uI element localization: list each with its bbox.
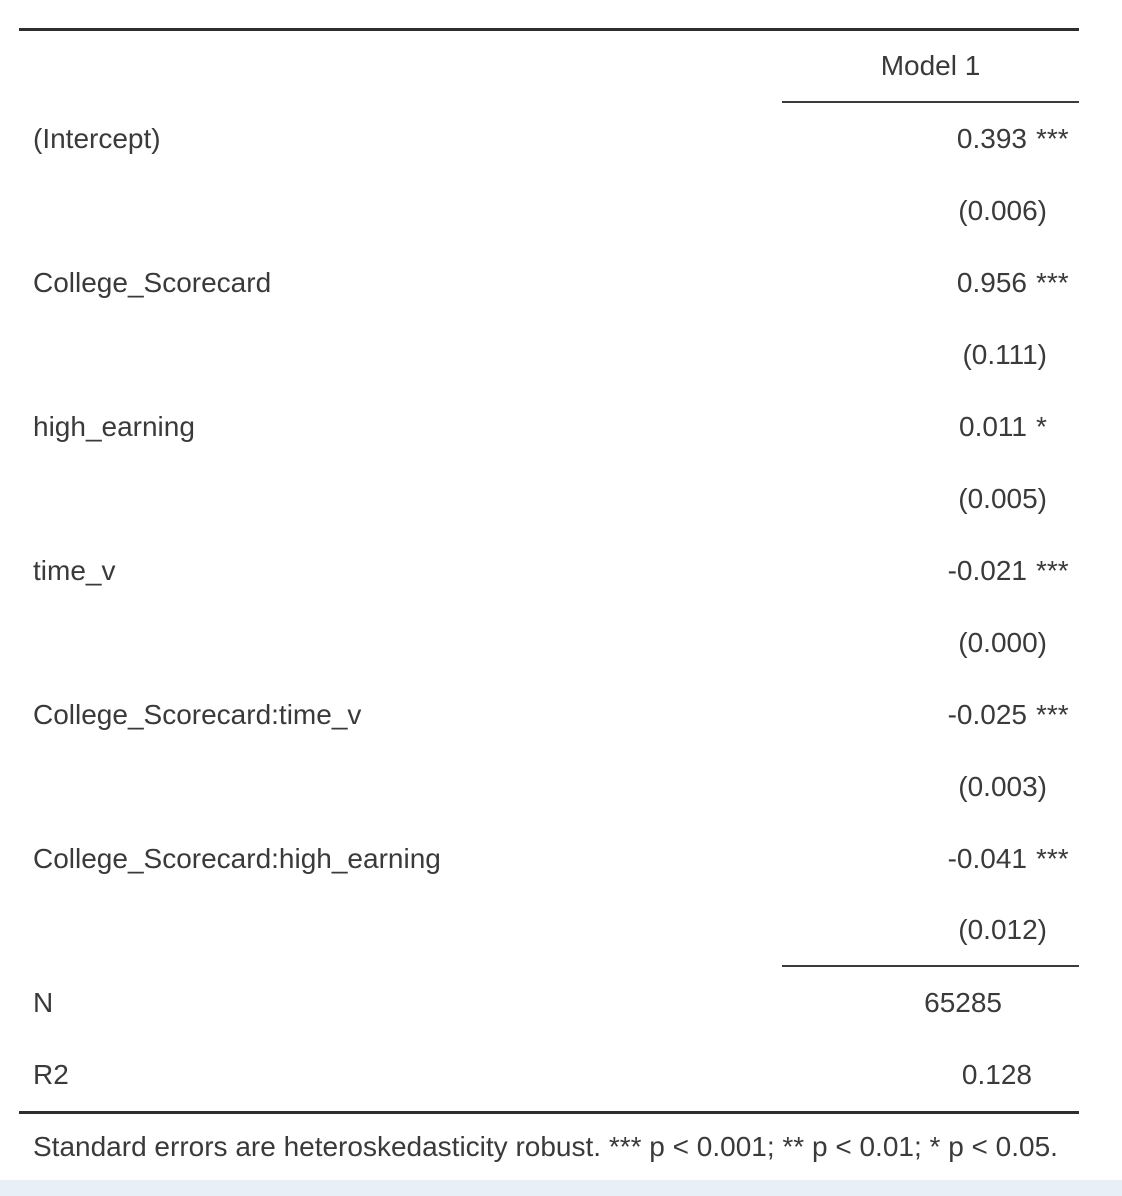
- coef-se: (0.003): [958, 771, 1047, 802]
- empty-label: [19, 463, 782, 535]
- summary-value: 0.128: [961, 1059, 1032, 1090]
- table-row: [19, 463, 1079, 535]
- table-row: [19, 391, 1079, 463]
- table-header-row: [19, 31, 1079, 103]
- coef-estimate: -0.041: [947, 843, 1027, 874]
- table-row: [19, 751, 1079, 823]
- empty-label: [19, 895, 782, 967]
- coef-se: (0.111): [962, 339, 1047, 370]
- summary-row-n: [19, 967, 1079, 1039]
- coef-value-cell: [782, 679, 1079, 751]
- significance-stars: ***: [1036, 123, 1069, 154]
- coef-value-cell: [782, 247, 1079, 319]
- table-row: [19, 679, 1079, 751]
- significance-stars: *: [1036, 411, 1047, 442]
- coef-se: (0.006): [958, 195, 1047, 226]
- coef-value-cell: [782, 535, 1079, 607]
- coef-se: (0.000): [958, 627, 1047, 658]
- summary-label: N: [33, 987, 54, 1018]
- table-footnote: Standard errors are heteroskedasticity robust. *** p < 0.001; ** p < 0.01; * p < 0.05.: [33, 1131, 1058, 1162]
- coef-se: (0.012): [782, 895, 1079, 967]
- significance-stars: ***: [1036, 555, 1069, 586]
- header-label-spacer: [19, 31, 782, 103]
- empty-label: [19, 175, 782, 247]
- empty-label: [19, 751, 782, 823]
- table-row: [19, 823, 1079, 895]
- empty-label: [19, 319, 782, 391]
- significance-stars: ***: [1036, 267, 1069, 298]
- coef-estimate: 0.393: [956, 123, 1027, 154]
- coef-label: College_Scorecard:time_v: [33, 699, 362, 730]
- coef-label: (Intercept): [33, 123, 161, 154]
- coef-estimate: 0.011: [959, 411, 1027, 442]
- coef-estimate: -0.021: [947, 555, 1027, 586]
- coef-label: College_Scorecard: [33, 267, 272, 298]
- table-row: [19, 247, 1079, 319]
- significance-stars: ***: [1036, 699, 1069, 730]
- viewer-footer-band: [0, 1180, 1122, 1196]
- summary-row-r2: [19, 1039, 1079, 1111]
- significance-stars: ***: [1036, 843, 1069, 874]
- table-row: [19, 175, 1079, 247]
- coef-value-cell: [782, 391, 1079, 463]
- coef-label: time_v: [33, 555, 116, 586]
- table-row: [19, 319, 1079, 391]
- empty-label: [19, 607, 782, 679]
- coef-estimate: 0.956: [956, 267, 1027, 298]
- table-row: [19, 607, 1079, 679]
- coef-value-cell: [782, 103, 1079, 175]
- summary-value: 65285: [924, 987, 1002, 1018]
- coef-se: (0.005): [958, 483, 1047, 514]
- coef-label: College_Scorecard:high_earning: [33, 843, 441, 874]
- coef-value-cell: [782, 823, 1079, 895]
- table-row: [19, 535, 1079, 607]
- model-column-header: Model 1: [782, 31, 1079, 103]
- regression-table: [19, 28, 1079, 1114]
- table-row: [19, 895, 1079, 967]
- coef-label: high_earning: [33, 411, 195, 442]
- coef-estimate: -0.025: [947, 699, 1027, 730]
- table-row: [19, 103, 1079, 175]
- summary-label: R2: [33, 1059, 69, 1090]
